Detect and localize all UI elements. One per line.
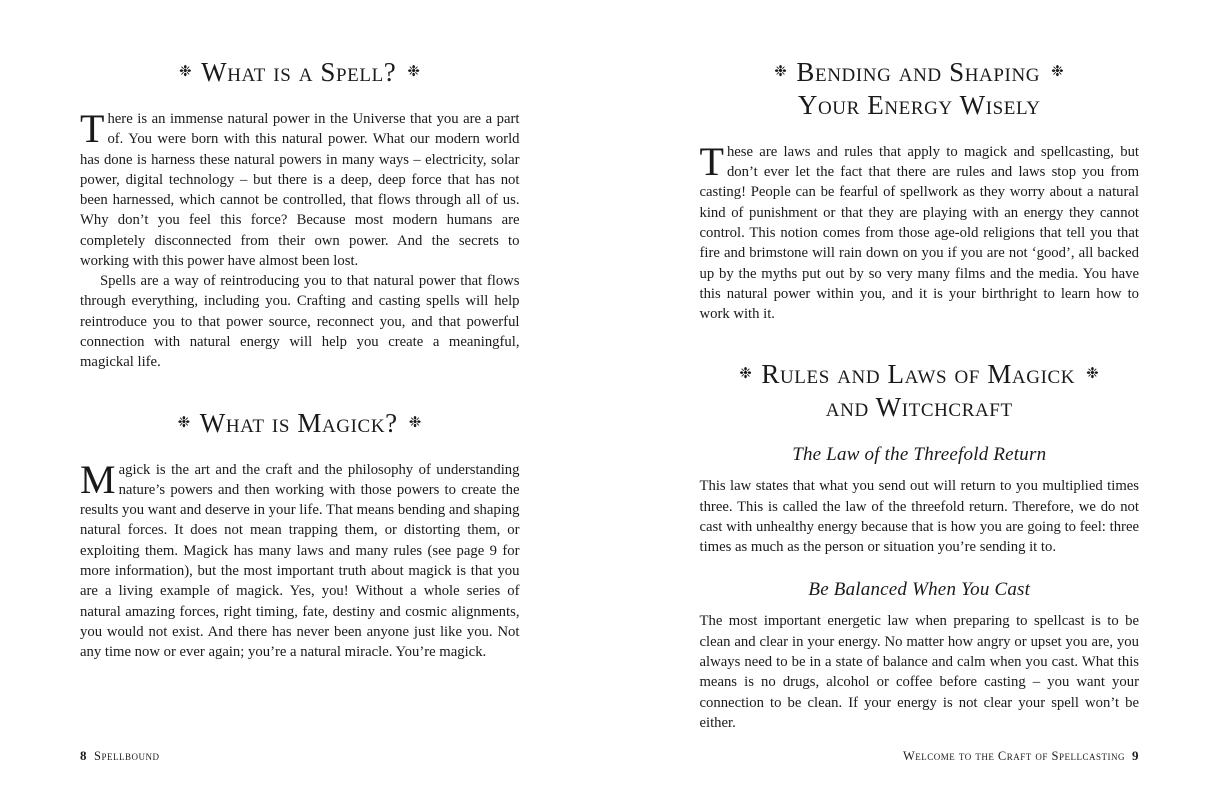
page-number: 9 <box>1132 748 1139 763</box>
ornament-icon: ❉ <box>1051 64 1065 80</box>
heading-text-line2: and Witchcraft <box>825 392 1013 423</box>
ornament-icon: ❉ <box>1086 366 1100 383</box>
section-spacer <box>80 373 520 407</box>
paragraph: The most important energetic law when preparing to spellcast is to be clean and clear in your energy. No matter how angry or upset you are, you always need to be in a state of balance and calm when you cast. What this means is no drugs, alcohol or coffee before casting – you want your connection to be clean. If your energy is not clear your spell won’t be either. <box>699 613 1139 731</box>
section-bending-and-shaping <box>700 56 1140 324</box>
heading-text: What is a Spell? <box>201 57 397 87</box>
heading-bending-and-shaping <box>700 56 1140 122</box>
subsection-spacer <box>700 557 1140 579</box>
running-foot-text: Spellbound <box>94 749 160 763</box>
section-what-is-magick <box>80 407 520 663</box>
paragraph: This law states that what you send out will return to you multiplied times three. This is called the law of the threefold return. Therefore, we do not cast with unhealthy energy because that is how you are going to feel: three times as much as the person or situation you’re sending it to. <box>699 478 1139 556</box>
ornament-icon: ❉ <box>739 366 753 383</box>
page-right <box>610 0 1219 800</box>
paragraph <box>80 456 520 663</box>
ornament-icon: ❉ <box>177 414 191 431</box>
section-rules-and-laws <box>700 358 1140 733</box>
paragraph-text: here is an immense natural power in the Universe that you are a part of. You were born with this natural power. What our modern world has done is harness these natural powers in many ways – electricity, solar power, digital technology – but there is a deep, deep force that has not been harnessed, which cannot be controlled, that flows through all of us. Why don’t you feel this force? Because most modern humans are completely disconnected from their own power. And the secrets to working with this power have almost been lost. <box>80 110 520 269</box>
drop-cap: M <box>80 456 116 502</box>
ornament-icon: ❉ <box>407 64 421 80</box>
ornament-icon: ❉ <box>408 414 422 431</box>
footer-left <box>80 748 159 764</box>
section-spacer <box>700 324 1140 358</box>
subheading-be-balanced: Be Balanced When You Cast <box>808 579 1031 601</box>
ornament-icon: ❉ <box>774 64 788 80</box>
paragraph <box>80 105 520 271</box>
heading-what-is-magick <box>80 407 520 440</box>
page-number: 8 <box>80 748 87 763</box>
heading-text: What is Magick? <box>199 407 398 438</box>
heading-text-line1: Bending and Shaping <box>796 57 1041 87</box>
paragraph <box>699 138 1140 325</box>
subheading-threefold-return: The Law of the Threefold Return <box>792 444 1047 466</box>
heading-text-line1: Rules and Laws of Magick <box>761 359 1076 390</box>
section-what-is-a-spell <box>80 56 520 373</box>
heading-text-line2: Your Energy Wisely <box>797 89 1041 120</box>
paragraph-text: agick is the art and the craft and the philosophy of understanding nature’s powers and then working with those powers to create the results you want and deserve in your life. That means bending and shaping natural forces. It does not mean trapping them, or distorting them, or exploiting them. Magick has many laws and many rules (see page 9 for more information), but the most important truth about magick is that you are a living example of magick. Yes, you! Without a whole series of natural amazing forces, right timing, fate, destiny and cosmic alignments, you would not exist. And there has never been anyone just like you. Not any time now or ever again; you’re a natural miracle. You’re magick. <box>80 461 520 661</box>
heading-rules-and-laws <box>700 358 1140 424</box>
ornament-icon: ❉ <box>178 64 193 80</box>
drop-cap: T <box>80 105 105 151</box>
drop-cap: T <box>699 138 724 184</box>
running-foot-text: Welcome to the Craft of Spellcasting <box>902 749 1125 763</box>
paragraph: Spells are a way of reintroducing you to that natural power that flows through everything, including you. Crafting and casting spells will help reintroduce you to that power source, reconnect you, and that powerful connection with natural energy will help you create a meaningful, magickal life. <box>80 273 520 371</box>
heading-what-is-a-spell <box>80 56 520 89</box>
paragraph-text: hese are laws and rules that apply to magick and spellcasting, but don’t ever let the fact that there are rules and laws stop you from casting! People can be fearful of spellwork as they worry about a natural kind of punishment or that they are playing with an energy they cannot control. This notion comes from those age-old religions that tell you that fire and brimstone will rain down on you if you are not ‘good’, all backed up by the myths put out by so very many films and the media. You have this natural power within you, and it is your birthright to learn how to work with it. <box>699 143 1139 323</box>
footer-right <box>903 748 1139 764</box>
